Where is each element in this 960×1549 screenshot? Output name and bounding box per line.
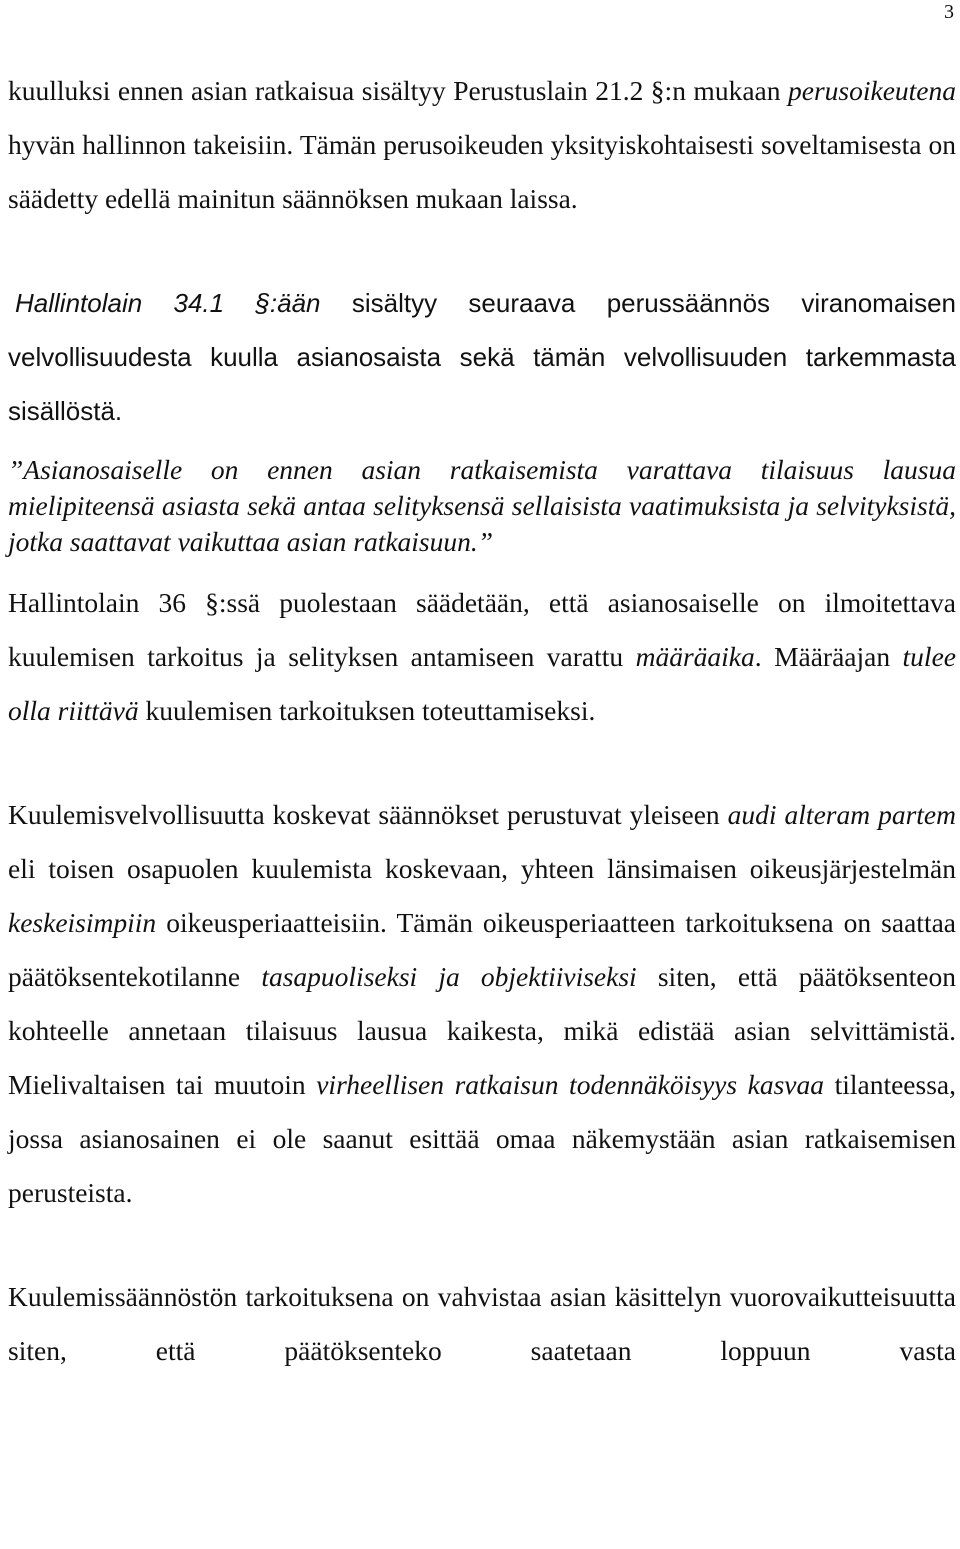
page-number: 3 [944,1,954,23]
paragraph-hallintolaki-34: Hallintolain 34.1 §:ään sisältyy seuraava perussäännös viranomaisen velvollisuudesta kuulla asianosaista sekä tämän velvollisuuden tarkemmasta sisällöstä. [8,288,956,426]
document-body [8,64,956,1378]
paragraph-constitutional-right: kuulluksi ennen asian ratkaisua sisältyy Perustuslain 21.2 §:n mukaan perusoikeutena hyvän hallinnon takeisiin. Tämän perusoikeuden yksityiskohtaisesti soveltamisesta on säädetty edellä mainitun säännöksen mukaan laissa. [8,75,956,214]
block-quote-section-34: ”Asianosaiselle on ennen asian ratkaisemista varattava tilaisuus lausua mielipiteensä asiasta sekä antaa selityksensä sellaisista vaatimuksista ja selvityksistä, jotka saattavat vaikuttaa asian ratkaisuun.” [8,454,956,557]
paragraph-hearing-rules-purpose: Kuulemissäännöstön tarkoituksena on vahvistaa asian käsittelyn vuorovaikutteisuutta siten, että päätöksenteko saatetaan loppuun vasta [8,1281,956,1366]
paragraph-audi-alteram-partem: Kuulemisvelvollisuutta koskevat säännökset perustuvat yleiseen audi alteram partem eli toisen osapuolen kuulemista koskevaan, yhteen länsimaisen oikeusjärjestelmän keskeisimpiin oikeusperiaatteisiin. Tämän oikeusperiaatteen tarkoituksena on saattaa päätöksentekotilanne tasapuoliseksi ja objektiiviseksi siten, että päätöksenteon kohteelle annetaan tilaisuus lausua kaikesta, mikä edistää asian selvittämistä. Mielivaltaisen tai muutoin virheellisen ratkaisun todennäköisyys kasvaa tilanteessa, jossa asianosainen ei ole saanut esittää omaa näkemystään asian ratkaisemisen perusteista. [8,799,957,1208]
paragraph-hallintolaki-36: Hallintolain 36 §:ssä puolestaan säädetään, että asianosaiselle on ilmoitettava kuulemisen tarkoitus ja selityksen antamiseen varattu määräaika. Määräajan tulee olla riittävä kuulemisen tarkoituksen toteuttamiseksi. [8,587,956,726]
